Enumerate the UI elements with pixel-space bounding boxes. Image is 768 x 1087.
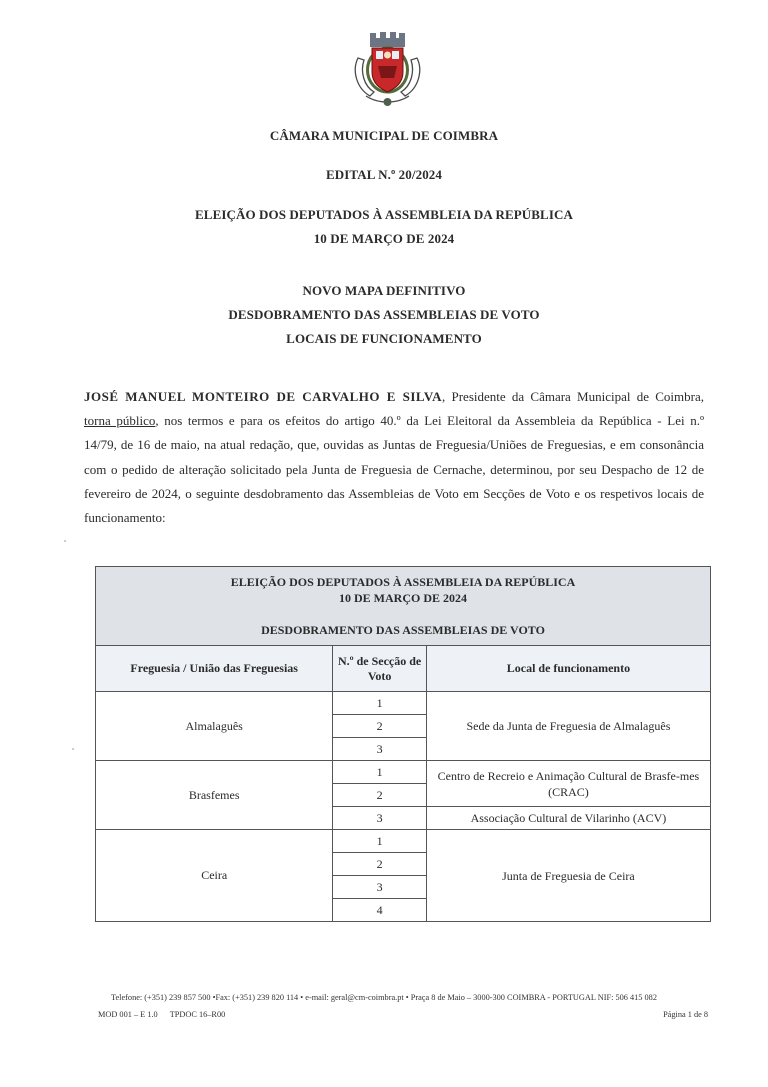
table-row: [96, 692, 711, 715]
footer-contact: Telefone: (+351) 239 857 500 •Fax: (+351) 239 820 114 • e-mail: geral@cm-coimbra.pt • Praça 8 de Maio – 3000-300 COIMBRA - PORTUGAL NIF: 506 415 082: [111, 993, 657, 1002]
footer-doc-codes: [98, 1010, 225, 1019]
election-date: 10 DE MARÇO DE 2024: [313, 231, 455, 246]
freguesia-cell: Brasfemes: [96, 761, 333, 830]
location-cell: Junta de Freguesia de Ceira: [426, 830, 710, 922]
freguesia-cell: Almalaguês: [96, 692, 333, 761]
section-number: 2: [333, 715, 426, 738]
election-title: ELEIÇÃO DOS DEPUTADOS À ASSEMBLEIA DA REPÚBLICA: [195, 207, 573, 222]
paragraph-text-1: , Presidente da Câmara Municipal de Coimbra,: [442, 389, 704, 404]
location-cell: Centro de Recreio e Animação Cultural de Brasfe-mes (CRAC): [426, 761, 710, 807]
organization-title: CÂMARA MUNICIPAL DE COIMBRA: [269, 128, 499, 143]
edital-number: EDITAL N.º 20/2024: [325, 167, 442, 182]
section-number: 3: [333, 876, 426, 899]
location-cell: Associação Cultural de Vilarinho (ACV): [426, 807, 710, 830]
location-cell: Sede da Junta de Freguesia de Almalaguês: [426, 692, 710, 761]
section-number: 3: [333, 738, 426, 761]
section-number: 1: [333, 761, 426, 784]
locations-subtitle: LOCAIS DE FUNCIONAMENTO: [286, 331, 482, 346]
scan-speck: [64, 540, 66, 542]
section-number: 2: [333, 784, 426, 807]
column-header-section: N.º de Secção de Voto: [333, 646, 426, 692]
split-subtitle: DESDOBRAMENTO DAS ASSEMBLEIAS DE VOTO: [228, 307, 540, 322]
section-number: 1: [333, 692, 426, 715]
table-title-election: ELEIÇÃO DOS DEPUTADOS À ASSEMBLEIA DA REPÚBLICA: [230, 575, 576, 589]
section-number: 3: [333, 807, 426, 830]
table-row: [96, 761, 711, 784]
column-header-freguesia: Freguesia / União das Freguesias: [96, 646, 333, 692]
section-number: 4: [333, 899, 426, 922]
section-number: 1: [333, 830, 426, 853]
footer-tpdoc: TPDOC 16–R00: [169, 1010, 226, 1019]
map-subtitle: NOVO MAPA DEFINITIVO: [302, 283, 466, 298]
footer-mod: MOD 001 – E 1.0: [98, 1010, 158, 1019]
freguesia-cell: Ceira: [96, 830, 333, 922]
table-title: [96, 567, 711, 646]
voting-sections-table: [95, 566, 711, 922]
announcement-paragraph: [84, 385, 704, 530]
table-title-split: DESDOBRAMENTO DAS ASSEMBLEIAS DE VOTO: [261, 623, 545, 637]
coat-of-arms-icon: [350, 30, 425, 112]
section-number: 2: [333, 853, 426, 876]
column-header-location: Local de funcionamento: [426, 646, 710, 692]
page-number: Página 1 de 8: [663, 1010, 708, 1019]
scan-speck: [72, 748, 74, 750]
paragraph-text-2: , nos termos e para os efeitos do artigo 40.º da Lei Eleitoral da Assembleia da República - Lei n.º 14/79, de 16 de maio, na atual redação, que, ouvidas as Juntas de Freguesia/Uniões de Freguesias, e em consonância com o pedido de alteração solicitado pela Junta de Freguesia de Cernache, determinou, por seu Despacho de 12 de fevereiro de 2024, o seguinte desdobramento das Assembleias de Voto em Secções de Voto e os respetivos locais de funcionamento:: [84, 413, 704, 526]
table-row: [96, 830, 711, 853]
table-title-date: 10 DE MARÇO DE 2024: [339, 591, 467, 605]
president-name: JOSÉ MANUEL MONTEIRO DE CARVALHO E SILVA: [84, 389, 442, 404]
underlined-phrase: torna público: [84, 413, 156, 429]
